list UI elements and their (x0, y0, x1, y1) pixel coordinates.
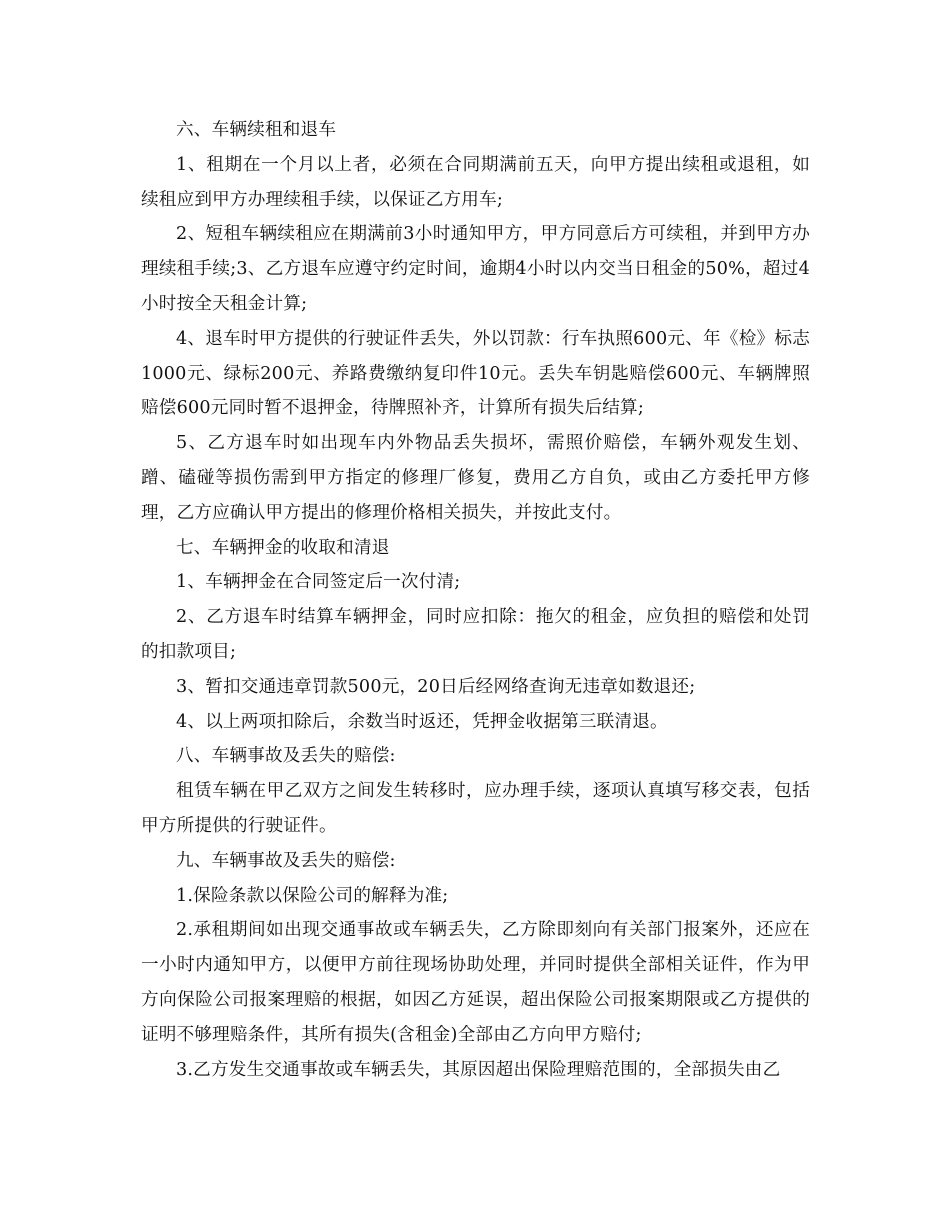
clause-9-1: 1.保险条款以保险公司的解释为准; (176, 885, 449, 906)
clause-8-body: 租赁车辆在甲乙双方之间发生转移时，应办理手续，逐项认真填写移交表，包括甲方所提供的行驶证件。 (141, 781, 810, 836)
clause-9-3: 3.乙方发生交通事故或车辆丢失，其原因超出保险理赔范围的，全部损失由乙 (176, 1059, 781, 1080)
section-heading-7: 七、车辆押金的收取和清退 (176, 537, 390, 558)
clause-6-4: 4、退车时甲方提供的行驶证件丢失，外以罚款：行车执照600元、年《检》标志1000元、绿标200元、养路费缴纳复印件10元。丢失车钥匙赔偿600元、车辆牌照赔偿600元同时暂不退押金，待牌照补齐，计算所有损失后结算; (141, 328, 810, 419)
clause-7-1: 1、车辆押金在合同签定后一次付清; (176, 572, 461, 593)
clause-9-2: 2.承租期间如出现交通事故或车辆丢失，乙方除即刻向有关部门报案外，还应在一小时内通知甲方，以便甲方前往现场协助处理，并同时提供全部相关证件，作为甲方向保险公司报案理赔的根据，如因乙方延误，超出保险公司报案期限或乙方提供的证明不够理赔条件，其所有损失(含租金)全部由乙方向甲方赔付; (141, 920, 810, 1045)
clause-7-2: 2、乙方退车时结算车辆押金，同时应扣除：拖欠的租金，应负担的赔偿和处罚的扣款项目; (141, 607, 810, 662)
section-heading-8: 八、车辆事故及丢失的赔偿: (176, 746, 396, 767)
section-heading-9: 九、车辆事故及丢失的赔偿: (176, 850, 396, 871)
document-body (141, 113, 810, 1087)
clause-7-4: 4、以上两项扣除后，余数当时返还，凭押金收据第三联清退。 (176, 711, 668, 732)
section-heading-6: 六、车辆续租和退车 (176, 120, 337, 140)
clause-7-3: 3、暂扣交通违章罚款500元，20日后经网络查询无违章如数退还; (176, 676, 696, 697)
clause-6-5: 5、乙方退车时如出现车内外物品丢失损坏，需照价赔偿，车辆外观发生划、蹭、磕碰等损伤需到甲方指定的修理厂修复，费用乙方自负，或由乙方委托甲方修理，乙方应确认甲方提出的修理价格相关损失，并按此支付。 (141, 433, 810, 523)
clause-6-1: 1、租期在一个月以上者，必须在合同期满前五天，向甲方提出续租或退租，如续租应到甲方办理续租手续，以保证乙方用车; (141, 154, 810, 210)
clause-6-2-3: 2、短租车辆续租应在期满前3小时通知甲方，甲方同意后方可续租，并到甲方办理续租手续;3、乙方退车应遵守约定时间，逾期4小时以内交当日租金的50%，超过4小时按全天租金计算; (141, 224, 810, 314)
